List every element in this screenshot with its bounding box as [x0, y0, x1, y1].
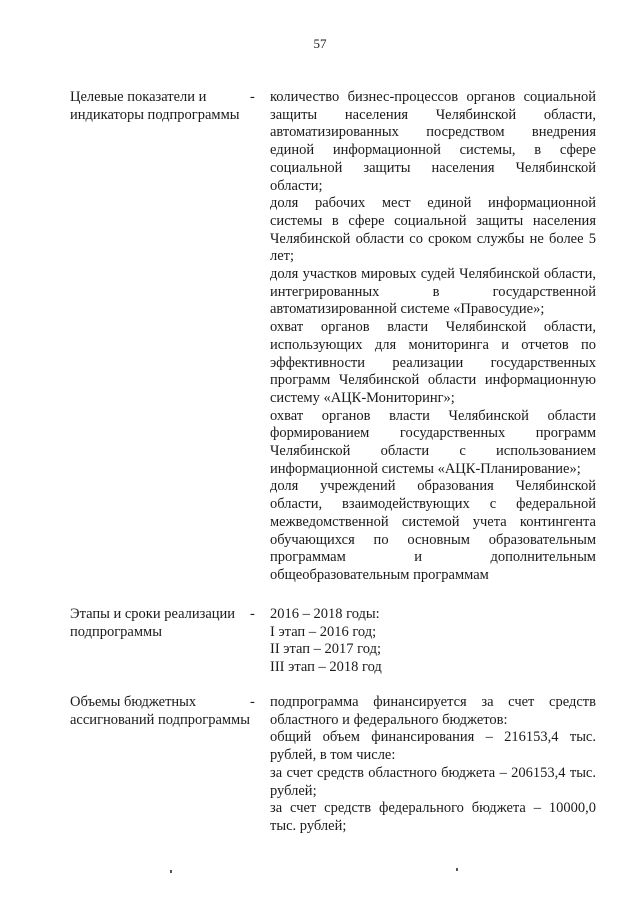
page-number: 57 — [313, 36, 327, 51]
scan-speck — [170, 870, 172, 873]
content-line: охват органов власти Челябинской области, использующих для мониторинга и отчетов по эффективности реализации государственных программ Челябинской области информационную систему «АЦК-Мониторинг»; — [270, 319, 596, 406]
scan-speck — [456, 868, 458, 871]
content-line: общий объем финансирования – 216153,4 тыс. рублей, в том числе: — [270, 729, 596, 764]
section-dash: - — [250, 694, 255, 710]
section-label: Объемы бюджетных ассигнований подпрограммы — [70, 694, 250, 728]
content-line: III этап – 2018 год — [270, 659, 382, 676]
content-line: количество бизнес-процессов органов социальной защиты населения Челябинской области, автоматизированных посредством внедрения единой информационной системы, в сфере социальной защиты населения Челябинской области; — [270, 89, 596, 194]
section-content — [270, 606, 596, 677]
section-dash: - — [250, 89, 255, 105]
section-budget-allocations — [70, 694, 600, 836]
content-line: доля участков мировых судей Челябинской области, интегрированных в государственной автоматизированной системе «Правосудие»; — [270, 266, 596, 318]
section-dash: - — [250, 606, 255, 622]
content-line: I этап – 2016 год; — [270, 623, 377, 640]
section-target-indicators — [70, 89, 600, 585]
content-line: доля рабочих мест единой информационной системы в сфере социальной защиты населения Челябинской области со сроком службы не более 5 лет; — [270, 195, 596, 265]
content-line: II этап – 2017 год; — [270, 641, 381, 658]
content-line: 2016 – 2018 годы: — [270, 606, 380, 622]
section-stages-and-terms — [70, 606, 600, 677]
content-line: подпрограмма финансируется за счет средств областного и федерального бюджетов: — [270, 694, 596, 728]
section-content — [270, 694, 596, 836]
section-content — [270, 89, 596, 585]
section-label: Целевые показатели и индикаторы подпрограммы — [70, 89, 240, 123]
section-label: Этапы и сроки реализации подпрограммы — [70, 606, 236, 640]
content-line: доля учреждений образования Челябинской области, взаимодействующих с федеральной межведомственной системой учета контингента обучающихся по основным образовательным программам и дополнительным общеобразовательным программам — [270, 478, 596, 583]
content-line: за счет средств областного бюджета – 206153,4 тыс. рублей; — [270, 764, 596, 799]
content-line: охват органов власти Челябинской области формированием государственных программ Челябинской области с использованием информационной системы «АЦК-Планирование»; — [270, 407, 596, 477]
content-line: за счет средств федерального бюджета – 10000,0 тыс. рублей; — [270, 800, 596, 834]
